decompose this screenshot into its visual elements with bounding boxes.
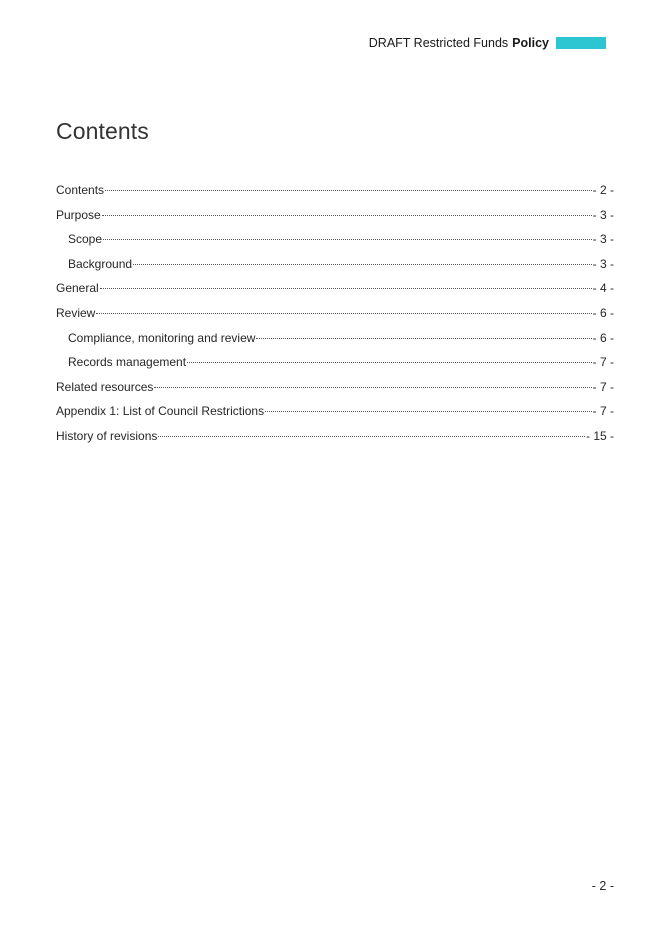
toc-entry-label: General <box>56 281 99 296</box>
toc-entry-page: - 7 - <box>592 355 614 370</box>
toc-dot-leader <box>187 362 592 363</box>
toc-entry-label: History of revisions <box>56 428 158 443</box>
toc-entry-page: - 15 - <box>585 428 614 443</box>
toc-entry-page: - 3 - <box>592 207 614 222</box>
toc-dot-leader <box>100 288 592 289</box>
toc-entry-page: - 7 - <box>592 404 614 419</box>
toc-entry-label: Compliance, monitoring and review <box>68 330 256 345</box>
toc-entry[interactable] <box>56 281 614 306</box>
toc-entry[interactable] <box>56 208 614 233</box>
toc-entry-label: Background <box>68 256 133 271</box>
toc-entry-page: - 6 - <box>592 305 614 320</box>
toc-entry-page: - 2 - <box>592 183 614 197</box>
toc-entry[interactable] <box>56 429 614 454</box>
toc-dot-leader <box>154 387 591 388</box>
toc-entry[interactable] <box>56 380 614 405</box>
toc-entry-page: - 3 - <box>592 256 614 271</box>
toc-entry-page: - 4 - <box>592 281 614 296</box>
toc-entry-label: Scope <box>68 232 103 247</box>
page-header <box>369 36 606 50</box>
toc-entry[interactable] <box>56 183 614 208</box>
toc-entry[interactable] <box>56 232 614 257</box>
contents-heading: Contents <box>56 118 149 144</box>
toc-entry[interactable] <box>56 257 614 282</box>
toc-entry-label: Records management <box>68 355 187 370</box>
toc-entry-page: - 3 - <box>592 232 614 247</box>
toc-dot-leader <box>96 313 591 314</box>
toc-entry-label: Appendix 1: List of Council Restrictions <box>56 404 265 419</box>
toc-entry-label: Related resources <box>56 379 154 394</box>
toc-dot-leader <box>256 338 591 339</box>
footer-page-number: - 2 - <box>591 879 614 893</box>
toc-dot-leader <box>102 215 592 216</box>
toc-entry-page: - 6 - <box>592 330 614 345</box>
toc-entry[interactable] <box>56 331 614 356</box>
toc-entry-label: Review <box>56 305 96 320</box>
header-accent-bar <box>556 37 606 49</box>
toc-dot-leader <box>105 190 592 191</box>
toc-entry[interactable] <box>56 355 614 380</box>
table-of-contents <box>56 183 614 454</box>
header-title-bold: Policy <box>512 36 549 50</box>
toc-entry-label: Purpose <box>56 207 101 222</box>
toc-dot-leader <box>265 411 592 412</box>
toc-entry-page: - 7 - <box>592 379 614 394</box>
toc-entry[interactable] <box>56 404 614 429</box>
toc-dot-leader <box>133 264 592 265</box>
toc-entry[interactable] <box>56 306 614 331</box>
toc-dot-leader <box>103 239 592 240</box>
toc-dot-leader <box>158 436 585 437</box>
toc-entry-label: Contents <box>56 183 105 197</box>
header-title: DRAFT Restricted Funds <box>368 36 509 50</box>
